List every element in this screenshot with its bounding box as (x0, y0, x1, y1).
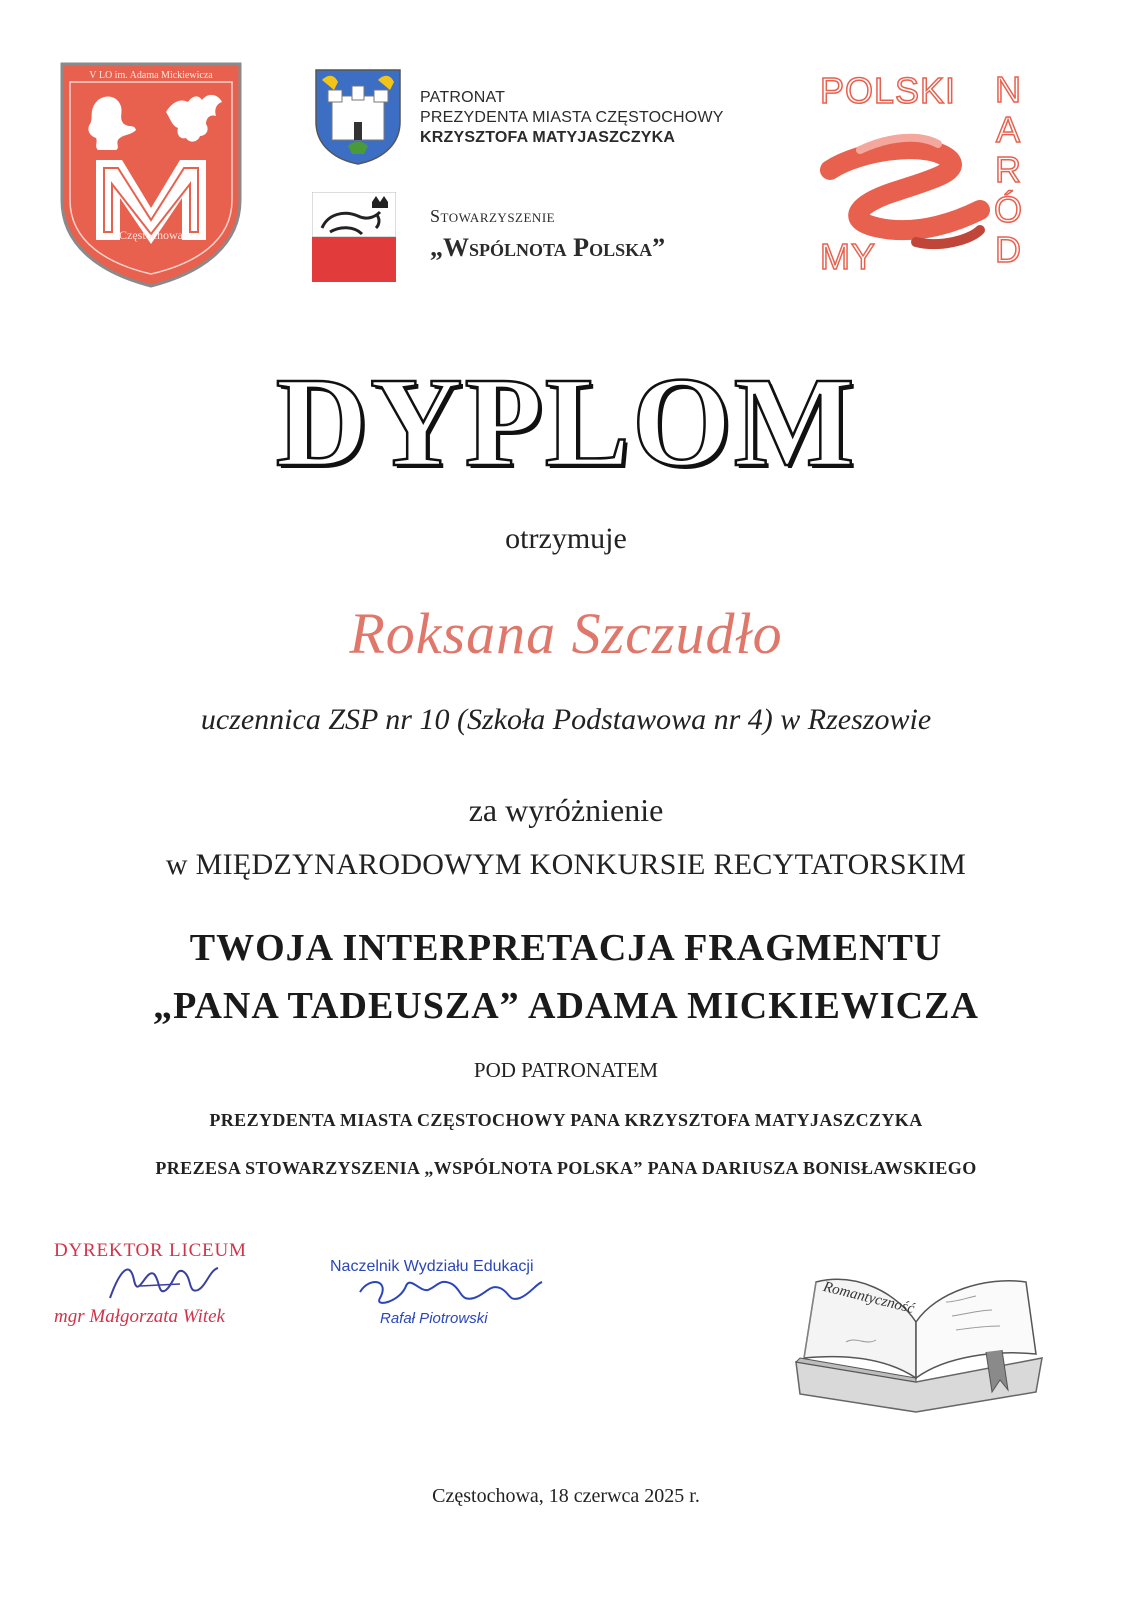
patronat-line-1: PATRONAT (420, 89, 506, 106)
award-text: za wyróżnienie (468, 792, 664, 828)
association-line-1: Stowarzyszenie (430, 206, 556, 226)
director-name: mgr Małgorzata Witek (54, 1306, 225, 1327)
director-signature (100, 1250, 230, 1310)
program-letter: R (995, 149, 1021, 190)
ribbon-graphic (820, 110, 990, 260)
recipient-name: Roksana Szczudło (349, 601, 783, 666)
patron-line-1: PREZYDENTA MIASTA CZĘSTOCHOWY PANA KRZYSZTOFA MATYJASZCZYKA (209, 1110, 923, 1130)
receives-text: otrzymuje (505, 522, 627, 555)
book-label: Romantyczność (821, 1278, 916, 1318)
program-word-polski: POLSKI (820, 70, 957, 111)
contest-name: w MIĘDZYNARODOWYM KONKURSIE RECYTATORSKIM (165, 848, 967, 881)
student-info: uczennica ZSP nr 10 (Szkoła Podstawowa nr 4) w Rzeszowie (200, 703, 932, 736)
education-title: Naczelnik Wydziału Edukacji (330, 1258, 534, 1275)
program-letter: A (995, 109, 1020, 150)
program-word-my: MY (820, 236, 876, 277)
program-letter: D (995, 229, 1021, 270)
program-letter: N (995, 69, 1021, 110)
association-line-2: „Wspólnota Polska” (430, 233, 666, 262)
patronat-line-3: KRZYSZTOFA MATYJASZCZYKA (420, 129, 676, 146)
contest-title-line-2: „PANA TADEUSZA” ADAMA MICKIEWICZA (153, 985, 979, 1027)
patronat-block (420, 88, 724, 148)
director-title: DYREKTOR LICEUM (54, 1240, 247, 1261)
program-vertical-word (988, 70, 1028, 270)
program-letter: Ó (993, 189, 1022, 230)
city-crest (312, 66, 404, 166)
book-illustration (786, 1262, 1052, 1422)
education-name: Rafał Piotrowski (380, 1310, 488, 1327)
emblem-ring-text: V LO im. Adama Mickiewicza (89, 70, 213, 81)
patron-line-2: PREZESA STOWARZYSZENIA „WSPÓLNOTA POLSKA” PANA DARIUSZA BONISŁAWSKIEGO (155, 1158, 977, 1178)
diploma-title (0, 351, 1132, 493)
school-emblem (58, 60, 244, 288)
emblem-city-text: Częstochowa (119, 228, 183, 242)
issue-date: Częstochowa, 18 czerwca 2025 r. (432, 1485, 700, 1507)
patron-heading: POD PATRONATEM (473, 1058, 659, 1082)
diploma-title-text: DYPLOM (275, 351, 857, 493)
patronat-line-2: PREZYDENTA MIASTA CZĘSTOCHOWY (420, 109, 724, 126)
contest-title-line-1: TWOJA INTERPRETACJA FRAGMENTU (189, 927, 943, 969)
program-logo (820, 70, 1040, 280)
association-logo (312, 192, 396, 282)
association-name (430, 206, 665, 263)
